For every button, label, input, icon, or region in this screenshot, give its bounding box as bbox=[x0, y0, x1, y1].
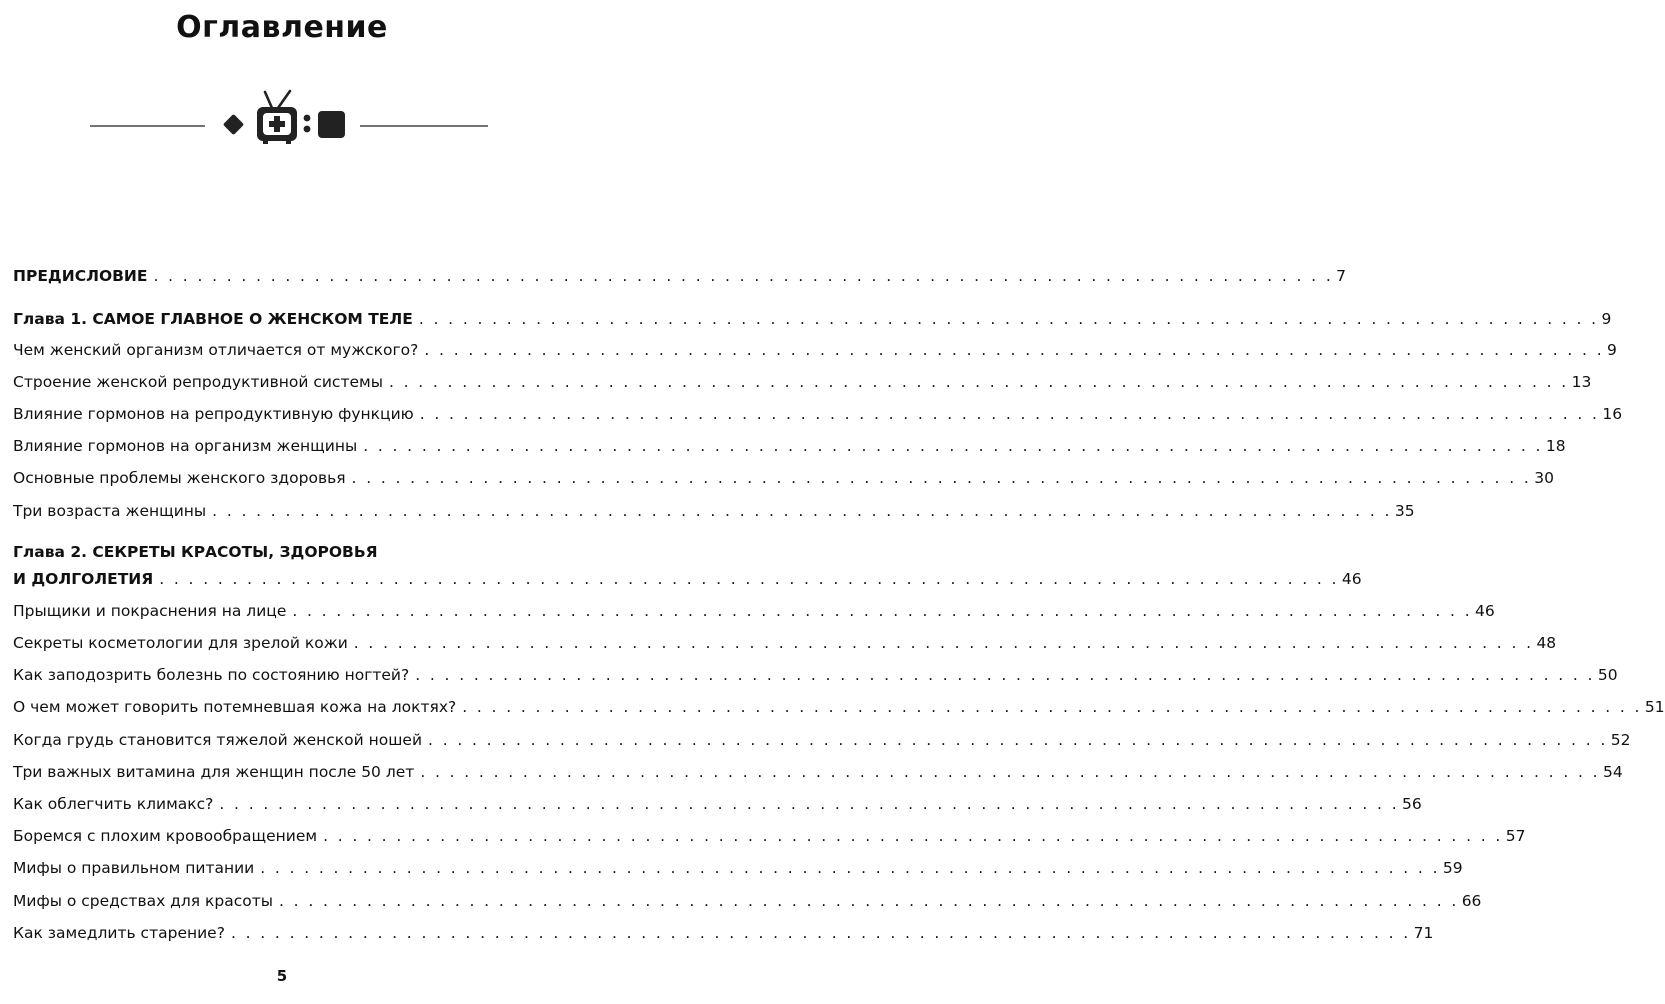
toc-leader-dots: . . . . . . . . . . . . . . . . . . . . . . . . . . . . . . . . . . . . . . . . . . . . . . . . . . . . . . . . . . . . . . . . . . . . . . . . . . . . . . . . . bbox=[418, 310, 1599, 328]
toc-entry-label: Мифы о правильном питании bbox=[13, 859, 255, 877]
toc-leader-dots: . . . . . . . . . . . . . . . . . . . . . . . . . . . . . . . . . . . . . . . . . . . . . . . . . . . . . . . . . . . . . . . . . . . . . . . . . . . . . . . . . bbox=[292, 602, 1473, 620]
toc-chapter-2-heading[interactable]: Глава 2. СЕКРЕТЫ КРАСОТЫ, ЗДОРОВЬЯ bbox=[13, 543, 378, 561]
ornament-diamond bbox=[223, 114, 244, 135]
toc-entry[interactable] bbox=[13, 822, 1526, 850]
toc-entry[interactable] bbox=[13, 790, 1422, 818]
toc-entry[interactable] bbox=[13, 629, 1557, 657]
toc-entry[interactable] bbox=[13, 693, 1665, 721]
toc-entry-label: О чем может говорить потемневшая кожа на локтях? bbox=[13, 698, 457, 716]
toc-entry-label: ПРЕДИСЛОВИЕ bbox=[13, 267, 148, 285]
toc-leader-dots: . . . . . . . . . . . . . . . . . . . . . . . . . . . . . . . . . . . . . . . . . . . . . . . . . . . . . . . . . . . . . . . . . . . . . . . . . . . . . . . . . bbox=[419, 405, 1600, 423]
toc-entry-page: 57 bbox=[1505, 827, 1526, 845]
toc-entry-page: 16 bbox=[1602, 405, 1623, 423]
toc-entry-label: Три важных витамина для женщин после 50 лет bbox=[13, 763, 415, 781]
toc-entry[interactable] bbox=[13, 432, 1566, 460]
toc-entry[interactable] bbox=[13, 464, 1554, 492]
toc-entry[interactable] bbox=[13, 400, 1623, 428]
toc-entry-label: Прыщики и покраснения на лице bbox=[13, 602, 287, 620]
toc-leader-dots: . . . . . . . . . . . . . . . . . . . . . . . . . . . . . . . . . . . . . . . . . . . . . . . . . . . . . . . . . . . . . . . . . . . . . . . . . . . . . . . . . bbox=[420, 763, 1600, 781]
ornament-square bbox=[318, 111, 345, 138]
toc-chapter-1[interactable] bbox=[13, 305, 1612, 333]
toc-leader-dots: . . . . . . . . . . . . . . . . . . . . . . . . . . . . . . . . . . . . . . . . . . . . . . . . . . . . . . . . . . . . . . . . . . . . . . . . . . . . . . . . . bbox=[230, 924, 1411, 942]
toc-entry[interactable] bbox=[13, 368, 1592, 396]
toc-leader-dots: . . . . . . . . . . . . . . . . . . . . . . . . . . . . . . . . . . . . . . . . . . . . . . . . . . . . . . . . . . . . . . . . . . . . . . . . . . . . . . . . . bbox=[260, 859, 1440, 877]
title-ornament bbox=[0, 88, 564, 158]
toc-entry-preface[interactable] bbox=[13, 262, 1347, 290]
toc-entry-label: Три возраста женщины bbox=[13, 502, 207, 520]
toc-leader-dots: . . . . . . . . . . . . . . . . . . . . . . . . . . . . . . . . . . . . . . . . . . . . . . . . . . . . . . . . . . . . . . . . . . . . . . . . . . . . . . . . . bbox=[279, 892, 1459, 910]
toc-entry[interactable] bbox=[13, 497, 1415, 525]
toc-entry-page: 35 bbox=[1394, 502, 1415, 520]
toc-entry-page: 50 bbox=[1597, 666, 1618, 684]
toc-entry-page: 56 bbox=[1402, 795, 1422, 813]
toc-chapter-page: 9 bbox=[1601, 310, 1612, 328]
toc-entry[interactable] bbox=[13, 887, 1482, 915]
toc-entry[interactable] bbox=[13, 758, 1623, 786]
toc-entry-label: Влияние гормонов на организм женщины bbox=[13, 437, 358, 455]
toc-leader-dots: . . . . . . . . . . . . . . . . . . . . . . . . . . . . . . . . . . . . . . . . . . . . . . . . . . . . . . . . . . . . . . . . . . . . . . . . . . . . . . . . . bbox=[353, 634, 1534, 652]
toc-chapter-page: 46 bbox=[1341, 570, 1362, 588]
toc-entry-page: 7 bbox=[1336, 267, 1347, 285]
toc-entry[interactable] bbox=[13, 854, 1463, 882]
toc-chapter-2[interactable] bbox=[13, 565, 1362, 593]
toc-leader-dots: . . . . . . . . . . . . . . . . . . . . . . . . . . . . . . . . . . . . . . . . . . . . . . . . . . . . . . . . . . . . . . . . . . . . . . . . . . . . . . . . . bbox=[219, 795, 1400, 813]
toc-leader-dots: . . . . . . . . . . . . . . . . . . . . . . . . . . . . . . . . . . . . . . . . . . . . . . . . . . . . . . . . . . . . . . . . . . . . . . . . . . . . . . . . . bbox=[351, 469, 1532, 487]
toc-entry-label: Основные проблемы женского здоровья bbox=[13, 469, 346, 487]
toc-leader-dots: . . . . . . . . . . . . . . . . . . . . . . . . . . . . . . . . . . . . . . . . . . . . . . . . . . . . . . . . . . . . . . . . . . . . . . . . . . . . . . . . . bbox=[462, 698, 1642, 716]
toc-entry-label: Влияние гормонов на репродуктивную функцию bbox=[13, 405, 414, 423]
toc-entry[interactable] bbox=[13, 597, 1495, 625]
toc-leader-dots: . . . . . . . . . . . . . . . . . . . . . . . . . . . . . . . . . . . . . . . . . . . . . . . . . . . . . . . . . . . . . . . . . . . . . . . . . . . . . . . . . bbox=[424, 341, 1605, 359]
toc-leader-dots: . . . . . . . . . . . . . . . . . . . . . . . . . . . . . . . . . . . . . . . . . . . . . . . . . . . . . . . . . . . . . . . . . . . . . . . . . . . . . . . . . bbox=[153, 267, 1334, 285]
toc-entry-page: 71 bbox=[1413, 924, 1434, 942]
toc-entry-label: Боремся с плохим кровообращением bbox=[13, 827, 318, 845]
toc-entry[interactable] bbox=[13, 661, 1618, 689]
toc-entry-page: 51 bbox=[1644, 698, 1665, 716]
toc-entry-page: 46 bbox=[1475, 602, 1495, 620]
toc-entry-label: Секреты косметологии для зрелой кожи bbox=[13, 634, 348, 652]
toc-entry[interactable] bbox=[13, 726, 1631, 754]
toc-leader-dots: . . . . . . . . . . . . . . . . . . . . . . . . . . . . . . . . . . . . . . . . . . . . . . . . . . . . . . . . . . . . . . . . . . . . . . . . . . . . . . . . . bbox=[323, 827, 1503, 845]
toc-entry-page: 48 bbox=[1536, 634, 1557, 652]
page-title: Оглавление bbox=[176, 10, 388, 45]
toc-entry-label: Чем женский организм отличается от мужского? bbox=[13, 341, 419, 359]
ornament-dot-top bbox=[304, 115, 311, 122]
toc-entry-label: Когда грудь становится тяжелой женской ношей bbox=[13, 731, 423, 749]
toc-leader-dots: . . . . . . . . . . . . . . . . . . . . . . . . . . . . . . . . . . . . . . . . . . . . . . . . . . . . . . . . . . . . . . . . . . . . . . . . . . . . . . . . . bbox=[363, 437, 1543, 455]
toc-entry-page: 52 bbox=[1610, 731, 1631, 749]
toc-entry[interactable] bbox=[13, 919, 1434, 947]
tv-first-aid-icon bbox=[257, 91, 297, 144]
toc-leader-dots: . . . . . . . . . . . . . . . . . . . . . . . . . . . . . . . . . . . . . . . . . . . . . . . . . . . . . . . . . . . . . . . . . . . . . . . . . . . . . . . . . bbox=[212, 502, 1392, 520]
toc-entry-label: Как облегчить климакс? bbox=[13, 795, 214, 813]
toc-entry-page: 59 bbox=[1442, 859, 1463, 877]
toc-leader-dots: . . . . . . . . . . . . . . . . . . . . . . . . . . . . . . . . . . . . . . . . . . . . . . . . . . . . . . . . . . . . . . . . . . . . . . . . . . . . . . . . . bbox=[415, 666, 1595, 684]
toc-entry[interactable] bbox=[13, 336, 1617, 364]
toc-entry-label: Строение женской репродуктивной системы bbox=[13, 373, 383, 391]
toc-entry-page: 9 bbox=[1607, 341, 1617, 359]
toc-chapter-label: Глава 1. САМОЕ ГЛАВНОЕ О ЖЕНСКОМ ТЕЛЕ bbox=[13, 310, 413, 328]
toc-leader-dots: . . . . . . . . . . . . . . . . . . . . . . . . . . . . . . . . . . . . . . . . . . . . . . . . . . . . . . . . . . . . . . . . . . . . . . . . . . . . . . . . . bbox=[428, 731, 1608, 749]
toc-entry-page: 66 bbox=[1461, 892, 1482, 910]
toc-entry-label: Мифы о средствах для красоты bbox=[13, 892, 274, 910]
toc-entry-label: Как заподозрить болезнь по состоянию ногтей? bbox=[13, 666, 410, 684]
toc-leader-dots: . . . . . . . . . . . . . . . . . . . . . . . . . . . . . . . . . . . . . . . . . . . . . . . . . . . . . . . . . . . . . . . . . . . . . . . . . . . . . . . . . bbox=[388, 373, 1569, 391]
toc-entry-page: 18 bbox=[1545, 437, 1566, 455]
toc-entry-label: Как замедлить старение? bbox=[13, 924, 225, 942]
ornament-dot-bottom bbox=[304, 126, 311, 133]
toc-entry-page: 30 bbox=[1534, 469, 1554, 487]
toc-entry-page: 13 bbox=[1571, 373, 1592, 391]
toc-entry-page: 54 bbox=[1602, 763, 1623, 781]
toc-leader-dots: . . . . . . . . . . . . . . . . . . . . . . . . . . . . . . . . . . . . . . . . . . . . . . . . . . . . . . . . . . . . . . . . . . . . . . . . . . . . . . . . . bbox=[159, 570, 1339, 588]
toc-chapter-label: И ДОЛГОЛЕТИЯ bbox=[13, 570, 154, 588]
page-number: 5 bbox=[276, 967, 288, 985]
